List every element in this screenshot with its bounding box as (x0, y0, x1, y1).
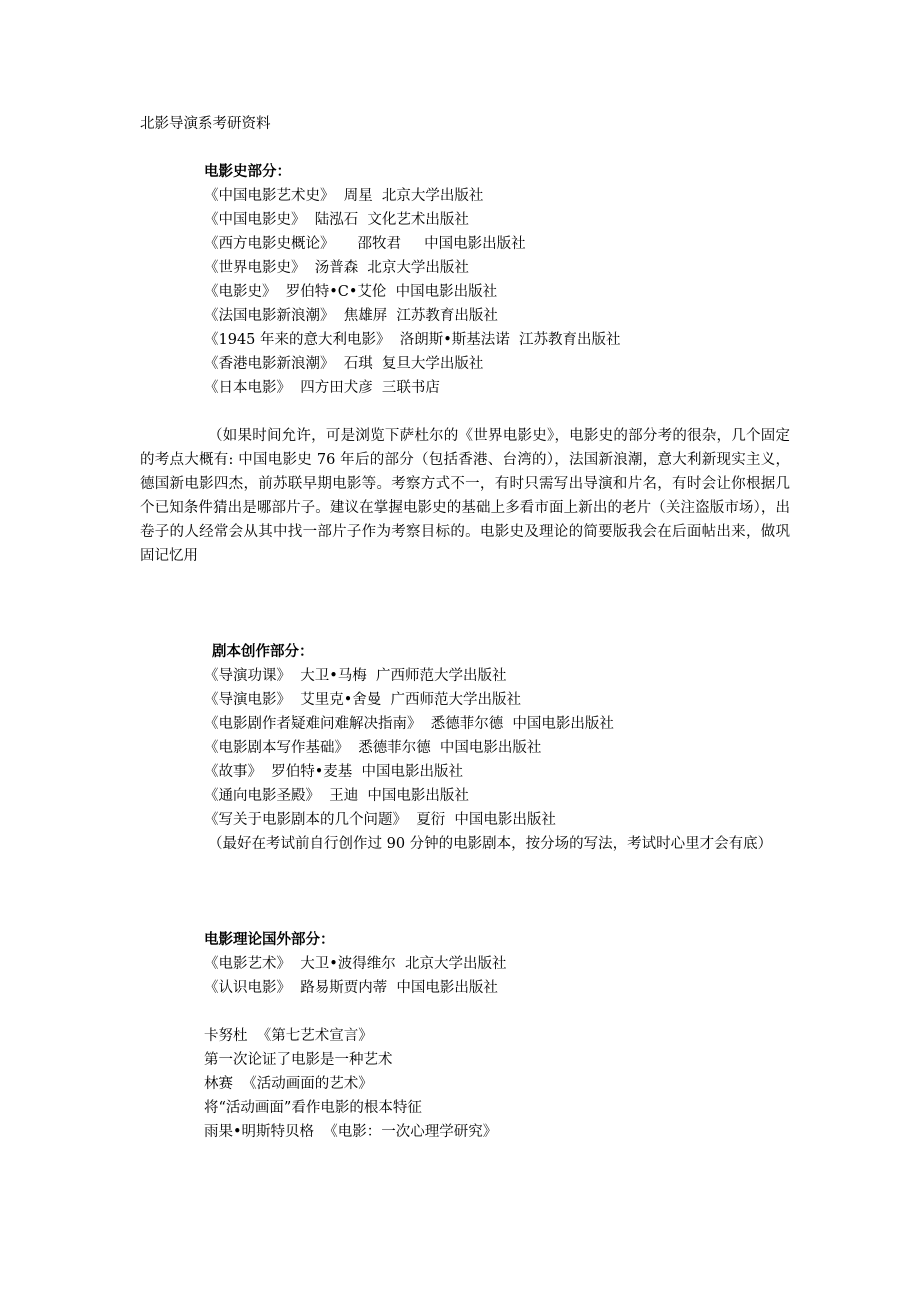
film-theory-section (140, 928, 790, 1144)
book-entry: 《认识电影》 路易斯贾内蒂 中国电影出版社 (204, 980, 498, 996)
book-entry: 《1945 年来的意大利电影》 洛朗斯•斯基法诺 江苏教育出版社 (204, 332, 621, 348)
film-theory-heading: 电影理论国外部分： (204, 932, 335, 948)
book-entry: 《通向电影圣殿》 王迪 中国电影出版社 (204, 788, 469, 804)
book-entry: 《电影剧作者疑难问难解决指南》 悉德菲尔德 中国电影出版社 (204, 716, 614, 732)
book-entry: 《中国电影艺术史》 周星 北京大学出版社 (204, 188, 484, 204)
book-entry: 《电影艺术》 大卫•波得维尔 北京大学出版社 (204, 956, 507, 972)
theory-entry: 林赛 《活动画面的艺术》 (204, 1076, 373, 1092)
theory-entry: 将“活动画面”看作电影的根本特征 (204, 1100, 422, 1116)
theory-entry: 雨果•明斯特贝格 《电影：一次心理学研究》 (204, 1124, 498, 1140)
theory-entry: 卡努杜 《第七艺术宣言》 (204, 1028, 373, 1044)
book-entry: 《香港电影新浪潮》 石琪 复旦大学出版社 (204, 356, 484, 372)
book-entry: 《日本电影》 四方田犬彦 三联书店 (204, 380, 440, 396)
book-entry: 《电影剧本写作基础》 悉德菲尔德 中国电影出版社 (204, 740, 542, 756)
screenwriting-note: （最好在考试前自行创作过 90 分钟的电影剧本，按分场的写法，考试时心里才会有底） (208, 836, 773, 852)
document-body (140, 112, 790, 1144)
screenwriting-heading: 剧本创作部分： (212, 644, 314, 660)
book-entry: 《写关于电影剧本的几个问题》 夏衍 中国电影出版社 (204, 812, 556, 828)
screenwriting-books (140, 664, 790, 832)
book-entry: 《法国电影新浪潮》 焦雄屏 江苏教育出版社 (204, 308, 498, 324)
screenwriting-section (140, 640, 790, 664)
document-title: 北影导演系考研资料 (140, 116, 271, 132)
book-entry: 《导演电影》 艾里克•舍曼 广西师范大学出版社 (204, 692, 521, 708)
book-entry: 《导演功课》 大卫•马梅 广西师范大学出版社 (204, 668, 507, 684)
film-history-heading: 电影史部分： (204, 164, 291, 180)
book-entry: 《故事》 罗伯特•麦基 中国电影出版社 (204, 764, 463, 780)
book-entry: 《世界电影史》 汤普森 北京大学出版社 (204, 260, 469, 276)
book-entry: 《西方电影史概论》 邵牧君 中国电影出版社 (204, 236, 526, 252)
book-entry: 《中国电影史》 陆泓石 文化艺术出版社 (204, 212, 469, 228)
film-history-note: （如果时间允许，可是浏览下萨杜尔的《世界电影史》，电影史的部分考的很杂，几个固定的考点大概有: 中国电影史 76 年后的部分（包括香港、台湾的），法国新浪潮，意大利新现实主义，德国新电影四杰，前苏联早期电影等。考察方式不一，有时只需写出导演和片名，有时会让你根据几个已知条件猜出是哪部片子。建议在掌握电影史的基础上多看市面上新出的老片（关注盗版市场），出卷子的人经常会从其中找一部片子作为考察目标的。电影史及理论的简要版我会在后面帖出来，做巩固记忆用 (140, 428, 790, 564)
book-entry: 《电影史》 罗伯特•C•艾伦 中国电影出版社 (204, 284, 498, 300)
theory-entry: 第一次论证了电影是一种艺术 (204, 1052, 393, 1068)
film-history-section (140, 160, 790, 400)
